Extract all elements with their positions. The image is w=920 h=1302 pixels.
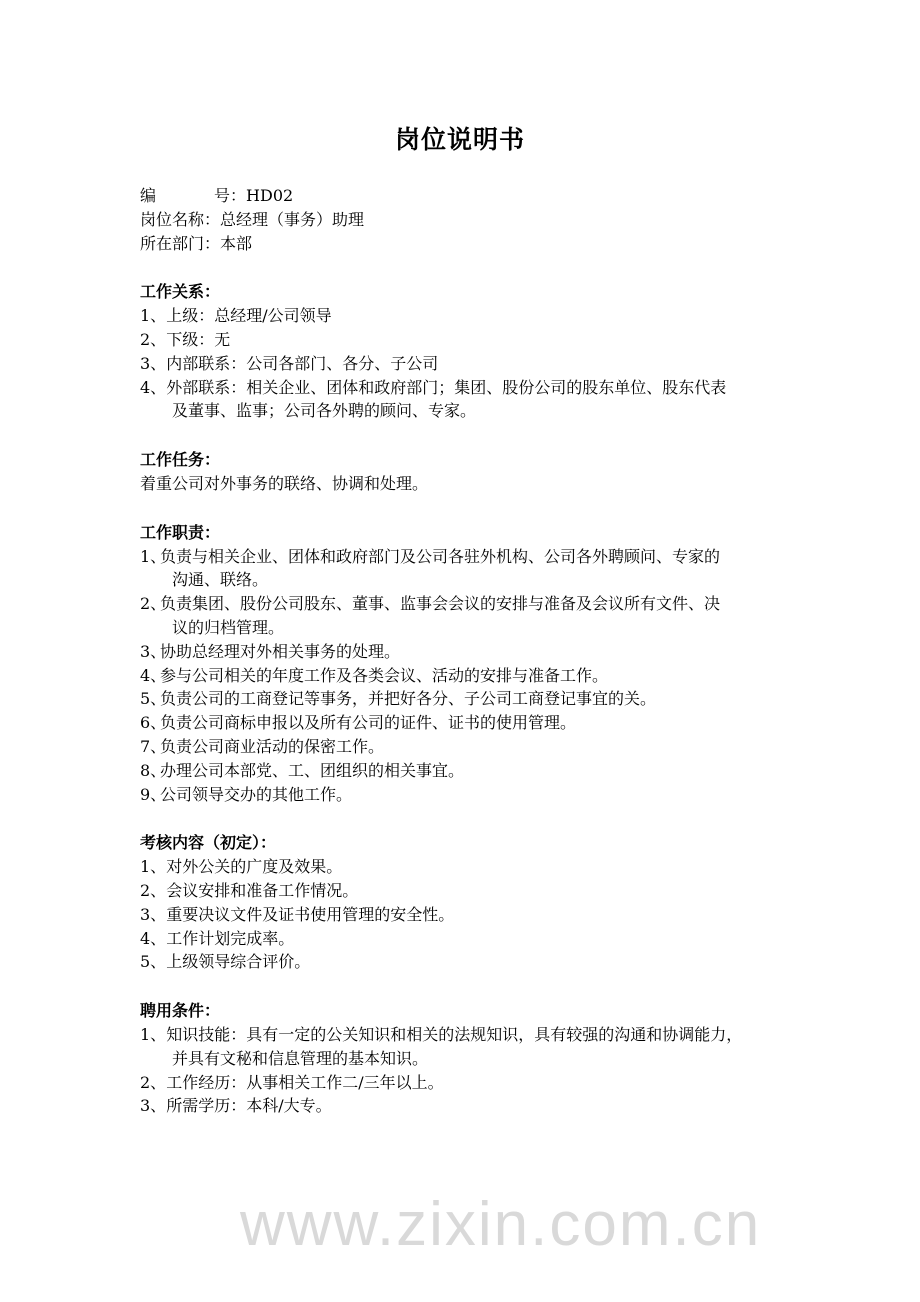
item-number: 2、 [140, 1072, 167, 1092]
item-text: 负责公司商标申报以及所有公司的证件、证书的使用管理。 [160, 713, 577, 733]
item-text: 负责公司商业活动的保密工作。 [160, 736, 385, 756]
list-item [140, 879, 840, 903]
list-item-line [140, 950, 840, 974]
duties-heading: 工作职责： [140, 522, 221, 542]
list-item-line [140, 352, 840, 376]
item-text: 负责与相关企业、团体和政府部门及公司各驻外机构、公司各外聘顾问、专家的 [160, 546, 721, 566]
list-item [140, 783, 840, 807]
item-text: 对外公关的广度及效果。 [166, 857, 343, 877]
list-item [140, 1071, 840, 1095]
item-number: 8、 [140, 760, 167, 780]
position-row [140, 208, 840, 232]
item-text: 负责集团、股份公司股东、董事、监事会会议的安排与准备及会议所有文件、决 [160, 594, 721, 614]
item-text-continued: 并具有文秘和信息管理的基本知识。 [172, 1048, 429, 1068]
list-item-line [140, 879, 840, 903]
item-text: 上级：总经理/公司领导 [166, 306, 332, 326]
list-item [140, 759, 840, 783]
list-item [140, 328, 840, 352]
dept-value: 本部 [220, 233, 253, 253]
item-number: 4、 [140, 377, 167, 397]
list-item-line [140, 783, 840, 807]
list-item-line [140, 1094, 840, 1118]
list-item-line [140, 545, 840, 569]
list-item-line [140, 592, 840, 616]
list-item-line [140, 687, 840, 711]
list-item-line [140, 903, 840, 927]
list-item-line [140, 855, 840, 879]
list-item [140, 376, 840, 424]
item-number: 3、 [140, 641, 167, 661]
item-text: 重要决议文件及证书使用管理的安全性。 [166, 904, 455, 924]
item-number: 5、 [140, 689, 167, 709]
assessment-heading: 考核内容（初定）： [140, 833, 277, 853]
item-text: 内部联系：公司各部门、各分、子公司 [166, 353, 439, 373]
code-label-b: 号： [214, 186, 247, 205]
item-number: 3、 [140, 904, 167, 924]
list-item-line [140, 711, 840, 735]
item-text-continued: 沟通、联络。 [172, 570, 269, 590]
item-number: 1、 [140, 306, 167, 326]
list-item [140, 640, 840, 664]
item-text: 下级：无 [166, 329, 231, 349]
list-item [140, 950, 840, 974]
list-item [140, 927, 840, 951]
item-number: 9、 [140, 784, 167, 804]
item-number: 5、 [140, 952, 167, 972]
item-text: 工作经历：从事相关工作二/三年以上。 [166, 1072, 444, 1092]
requirements-list [140, 1023, 840, 1118]
item-text-continued: 议的归档管理。 [172, 617, 285, 637]
item-number: 1、 [140, 1024, 167, 1044]
item-text: 知识技能：具有一定的公关知识和相关的法规知识，具有较强的沟通和协调能力， [166, 1024, 743, 1044]
item-text: 所需学历：本科/大专。 [166, 1096, 332, 1116]
item-text: 参与公司相关的年度工作及各类会议、活动的安排与准备工作。 [160, 665, 609, 685]
list-item [140, 592, 840, 640]
item-number: 7、 [140, 736, 167, 756]
list-item [140, 304, 840, 328]
list-item [140, 687, 840, 711]
list-item-line [140, 304, 840, 328]
duties-list [140, 545, 840, 807]
task-heading: 工作任务： [140, 450, 221, 470]
item-number: 1、 [140, 857, 167, 877]
item-number: 1、 [140, 546, 167, 566]
list-item-line [140, 376, 840, 400]
list-item [140, 352, 840, 376]
list-item [140, 545, 840, 593]
list-item-line [140, 640, 840, 664]
list-item [140, 664, 840, 688]
list-item [140, 1094, 840, 1118]
relations-heading: 工作关系： [140, 282, 221, 302]
requirements-heading: 聘用条件： [140, 1001, 221, 1021]
code-row [140, 184, 840, 208]
item-text: 外部联系：相关企业、团体和政府部门；集团、股份公司的股东单位、股东代表 [166, 377, 727, 397]
list-item-line [140, 735, 840, 759]
document-title: 岗位说明书 [394, 125, 525, 154]
item-number: 2、 [140, 880, 167, 900]
code-label-a: 编 [140, 186, 185, 205]
list-item [140, 1023, 840, 1071]
task-text: 着重公司对外事务的联络、协调和处理。 [140, 473, 429, 493]
list-item-line [140, 1023, 840, 1047]
item-number: 2、 [140, 329, 167, 349]
item-number: 4、 [140, 928, 167, 948]
list-item [140, 903, 840, 927]
list-item-line [140, 1071, 840, 1095]
item-number: 2、 [140, 594, 167, 614]
item-text: 办理公司本部党、工、团组织的相关事宜。 [160, 760, 465, 780]
item-text: 协助总经理对外相关事务的处理。 [160, 641, 401, 661]
item-text: 会议安排和准备工作情况。 [166, 880, 359, 900]
list-item-line [140, 759, 840, 783]
item-number: 6、 [140, 713, 167, 733]
relations-list [140, 304, 840, 423]
item-number: 3、 [140, 1096, 167, 1116]
dept-row [140, 232, 840, 256]
document-body [140, 184, 840, 1118]
list-item-line [140, 664, 840, 688]
position-label: 岗位名称： [140, 209, 221, 229]
code-value: HD02 [246, 186, 294, 205]
item-text: 工作计划完成率。 [166, 928, 295, 948]
list-item [140, 735, 840, 759]
item-text: 公司领导交办的其他工作。 [160, 784, 353, 804]
item-text-continued: 及董事、监事；公司各外聘的顾问、专家。 [172, 401, 477, 421]
list-item-line [140, 927, 840, 951]
item-number: 4、 [140, 665, 167, 685]
list-item-line [140, 328, 840, 352]
item-text: 负责公司的工商登记等事务，并把好各分、子公司工商登记事宜的关。 [160, 689, 657, 709]
list-item [140, 855, 840, 879]
assessment-list [140, 855, 840, 974]
list-item [140, 711, 840, 735]
item-number: 3、 [140, 353, 167, 373]
item-text: 上级领导综合评价。 [166, 952, 311, 972]
dept-label: 所在部门： [140, 233, 221, 253]
position-value: 总经理（事务）助理 [220, 209, 365, 229]
watermark: www.zixin.com.cn [240, 1190, 762, 1259]
